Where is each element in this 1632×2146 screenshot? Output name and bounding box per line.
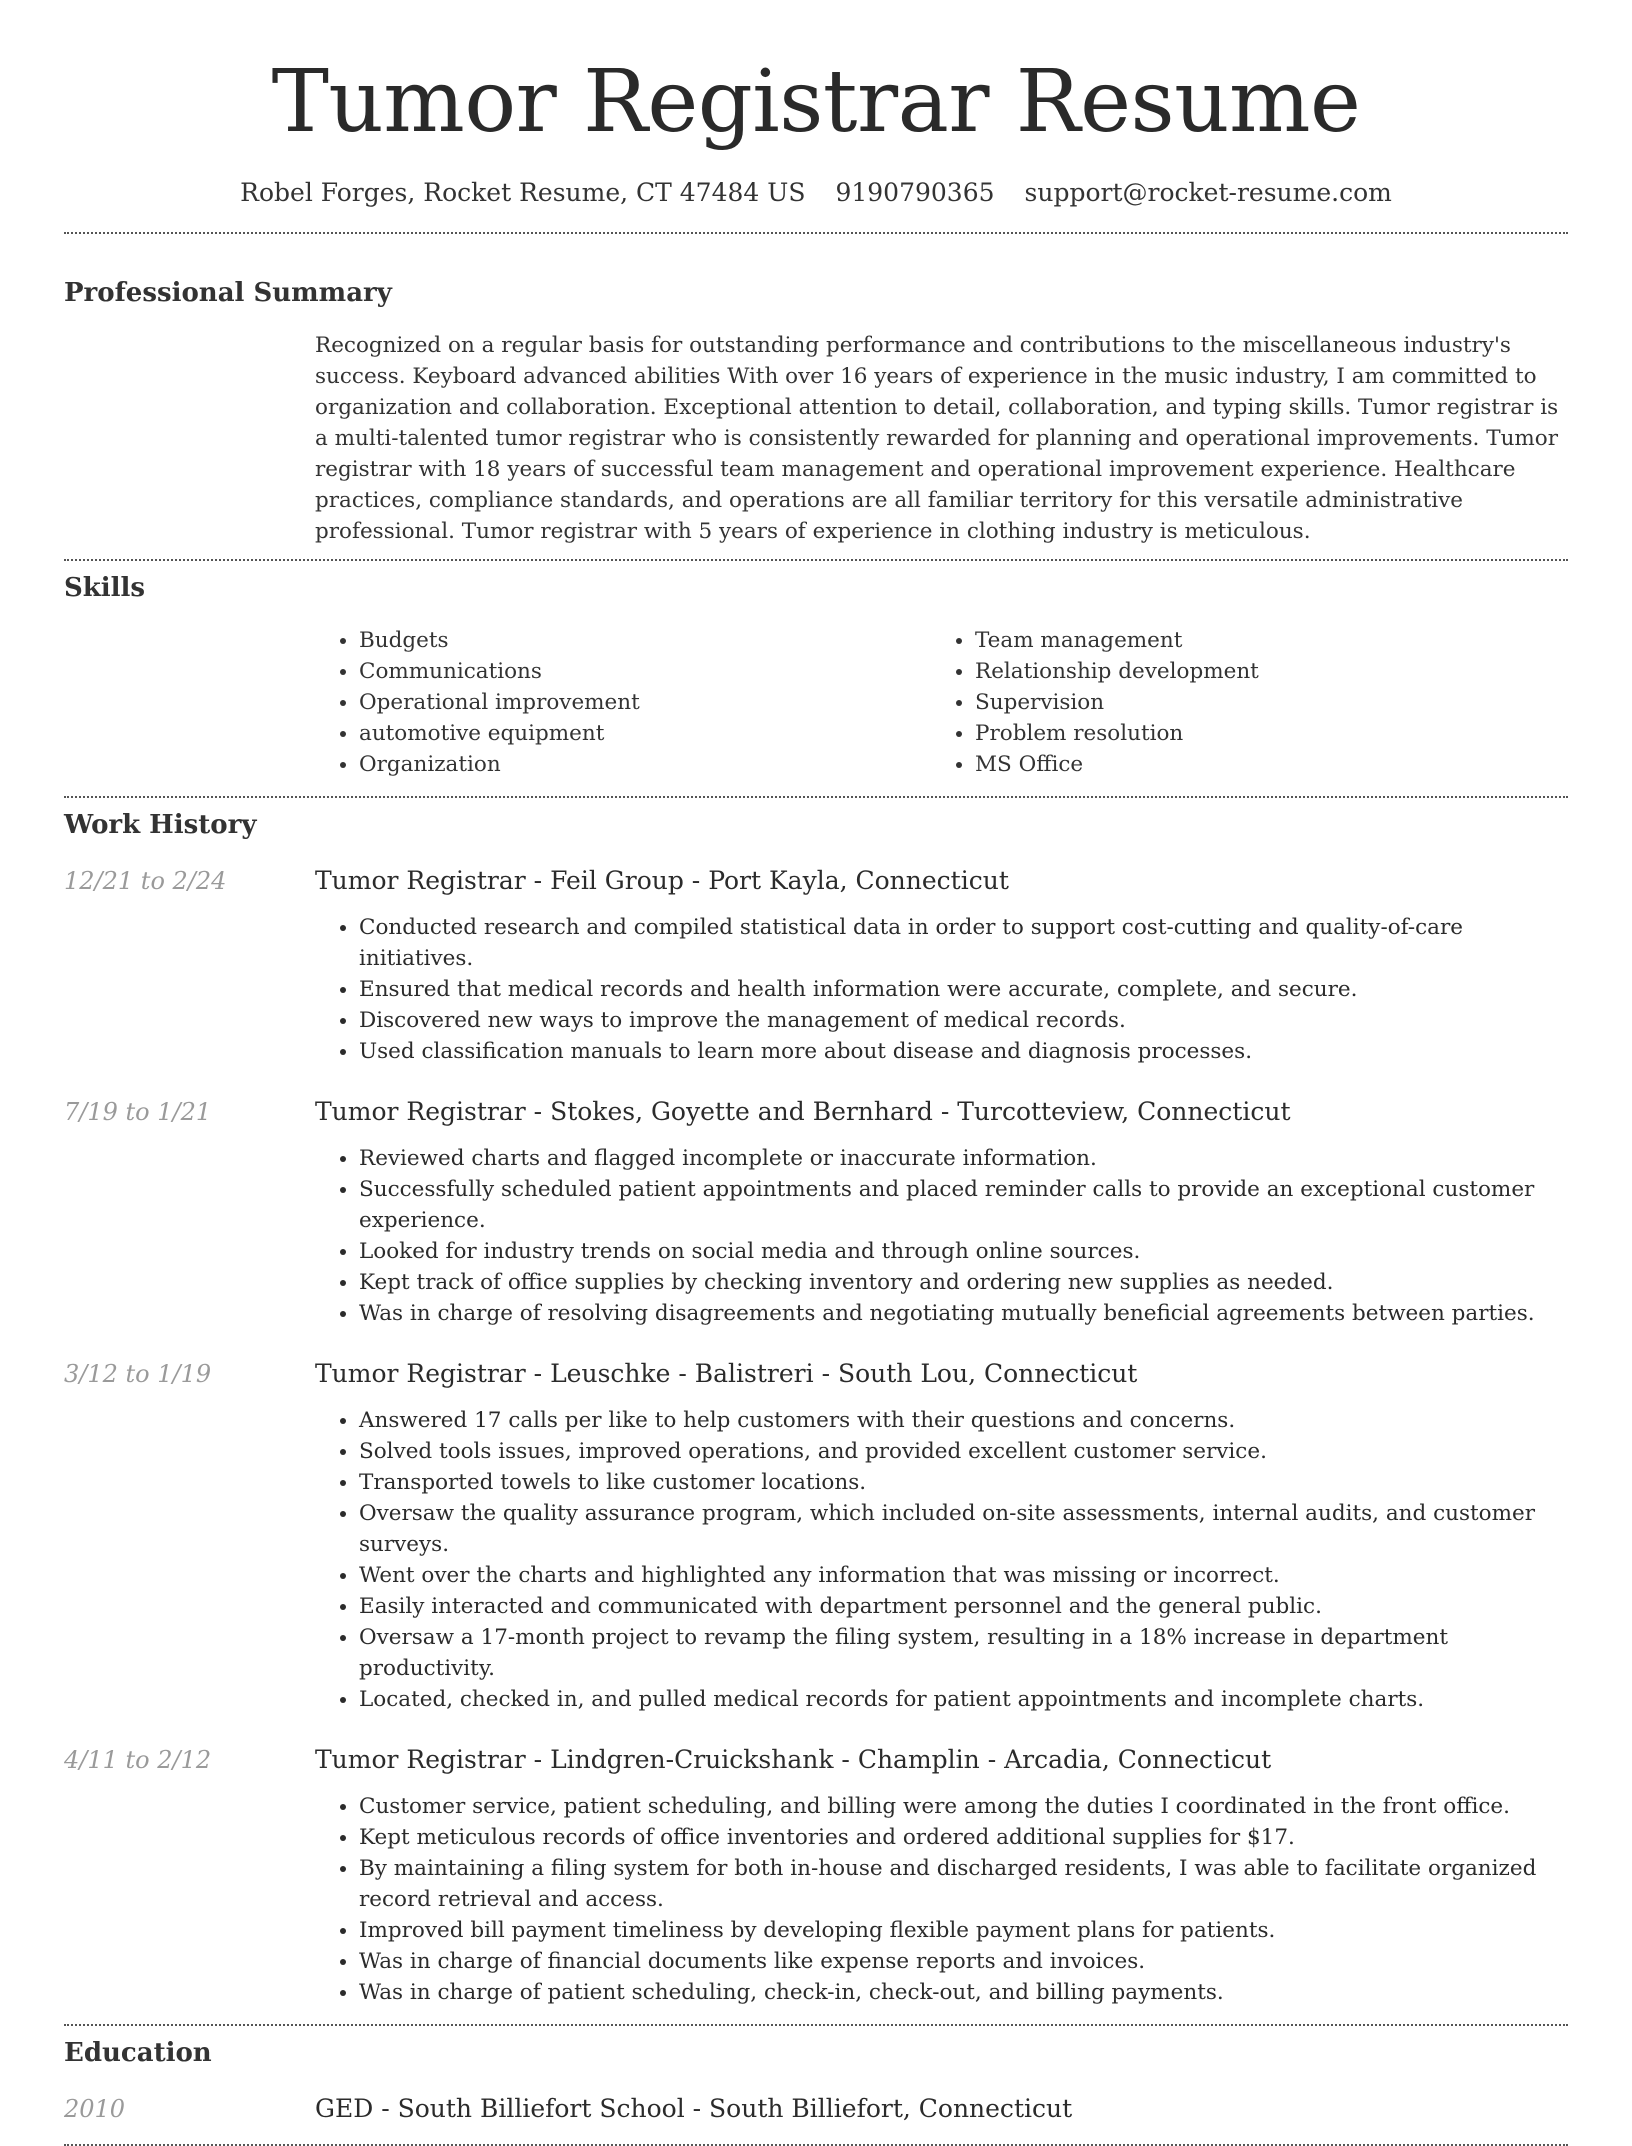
job-bullet: • Answered 17 calls per like to help customers with their questions and concerns. [359,1405,1568,1436]
job-entry [64,1095,1568,1329]
job-bullet: • Was in charge of financial documents like expense reports and invoices. [359,1946,1568,1977]
job-entry [64,1743,1568,2008]
job-title: Tumor Registrar - Lindgren-Cruickshank - Champlin - Arcadia, Connecticut [315,1745,1272,1774]
skills-block [315,625,1568,780]
divider [64,796,1568,798]
job-bullet: • Easily interacted and communicated with department personnel and the general public. [359,1591,1568,1622]
skill-item: • Relationship development [975,656,1547,687]
job-bullets [315,912,1568,1067]
education-title: GED - South Billiefort School - South Billiefort, Connecticut [315,2094,1073,2123]
contact-email: support@rocket-resume.com [1024,178,1392,207]
job-bullets [315,1791,1568,2008]
section-title-summary: Professional Summary [64,278,392,308]
contact-line [64,176,1568,210]
skills-list-right [931,625,1547,780]
job-title: Tumor Registrar - Feil Group - Port Kayla, Connecticut [315,866,1009,895]
job-title: Tumor Registrar - Leuschke - Balistreri - South Lou, Connecticut [315,1359,1138,1388]
resume-page [64,0,1568,2146]
job-entry [64,864,1568,1067]
skill-item: • Supervision [975,687,1547,718]
job-date: 7/19 to 1/21 [64,1098,212,1126]
job-date: 12/21 to 2/24 [64,867,227,895]
skill-item: • automotive equipment [359,718,931,749]
skill-item: • Budgets [359,625,931,656]
job-bullet: • Successfully scheduled patient appointments and placed reminder calls to provide an exceptional customer experience. [359,1174,1568,1236]
job-title: Tumor Registrar - Stokes, Goyette and Bernhard - Turcotteview, Connecticut [315,1097,1291,1126]
divider [64,2024,1568,2026]
job-bullets [315,1405,1568,1715]
job-bullet: • Oversaw a 17-month project to revamp the filing system, resulting in a 18% increase in department productivity. [359,1622,1568,1684]
job-bullet: • Discovered new ways to improve the management of medical records. [359,1005,1568,1036]
job-bullets [315,1143,1568,1329]
job-bullet: • Located, checked in, and pulled medical records for patient appointments and incomplete charts. [359,1684,1568,1715]
section-title-skills: Skills [64,573,146,603]
job-bullet: • Ensured that medical records and health information were accurate, complete, and secure. [359,974,1568,1005]
education-entry [64,2092,1568,2126]
section-title-work: Work History [64,810,257,840]
summary-block [315,330,1568,547]
job-bullet: • Looked for industry trends on social media and through online sources. [359,1236,1568,1267]
job-date: 3/12 to 1/19 [64,1360,212,1388]
skills-list-left [315,625,931,780]
skill-item: • Communications [359,656,931,687]
skill-item: • MS Office [975,749,1547,780]
job-bullet: • By maintaining a filing system for both in-house and discharged residents, I was able to facilitate organized record retrieval and access. [359,1853,1568,1915]
resume-title: Tumor Registrar Resume [271,52,1361,152]
education-date: 2010 [64,2095,126,2123]
contact-address: Robel Forges, Rocket Resume, CT 47484 US [240,178,806,207]
skill-item: • Problem resolution [975,718,1547,749]
job-bullet: • Improved bill payment timeliness by developing flexible payment plans for patients. [359,1915,1568,1946]
job-bullet: • Customer service, patient scheduling, and billing were among the duties I coordinated in the front office. [359,1791,1568,1822]
job-bullet: • Transported towels to like customer locations. [359,1467,1568,1498]
skill-item: • Organization [359,749,931,780]
job-bullet: • Kept track of office supplies by checking inventory and ordering new supplies as needed. [359,1267,1568,1298]
job-bullet: • Kept meticulous records of office inventories and ordered additional supplies for $17. [359,1822,1568,1853]
job-bullet: • Reviewed charts and flagged incomplete or inaccurate information. [359,1143,1568,1174]
contact-phone: 9190790365 [835,178,995,207]
job-bullet: • Went over the charts and highlighted any information that was missing or incorrect. [359,1560,1568,1591]
job-entry [64,1357,1568,1715]
job-bullet: • Was in charge of resolving disagreements and negotiating mutually beneficial agreements between parties. [359,1298,1568,1329]
job-bullet: • Oversaw the quality assurance program, which included on-site assessments, internal audits, and customer surveys. [359,1498,1568,1560]
job-bullet: • Conducted research and compiled statistical data in order to support cost-cutting and quality-of-care initiatives. [359,912,1568,974]
summary-text: Recognized on a regular basis for outstanding performance and contributions to the miscellaneous industry's success. Keyboard advanced abilities With over 16 years of experience in the music industry, I am committed to organization and collaboration. Exceptional attention to detail, collaboration, and typing skills. Tumor registrar is a multi-talented tumor registrar who is consistently rewarded for planning and operational improvements. Tumor registrar with 18 years of successful team management and operational improvement experience. Healthcare practices, compliance standards, and operations are all familiar territory for this versatile administrative professional. Tumor registrar with 5 years of experience in clothing industry is meticulous. [315,333,1559,544]
divider [64,232,1568,234]
skill-item: • Team management [975,625,1547,656]
job-bullet: • Was in charge of patient scheduling, check-in, check-out, and billing payments. [359,1977,1568,2008]
skill-item: • Operational improvement [359,687,931,718]
job-date: 4/11 to 2/12 [64,1746,212,1774]
section-title-education: Education [64,2038,212,2068]
job-bullet: • Solved tools issues, improved operations, and provided excellent customer service. [359,1436,1568,1467]
divider [64,559,1568,561]
job-bullet: • Used classification manuals to learn more about disease and diagnosis processes. [359,1036,1568,1067]
